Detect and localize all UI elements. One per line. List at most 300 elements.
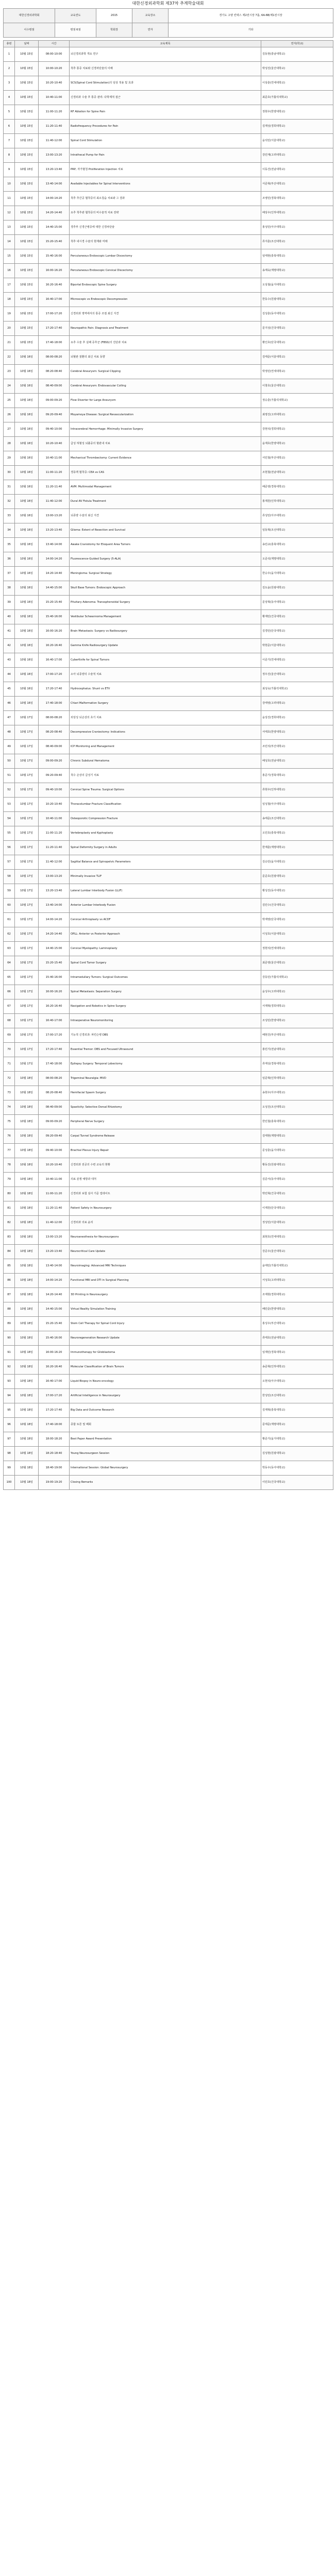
cell-title: Lateral Lumbar Interbody Fusion (LLIF) bbox=[70, 884, 261, 898]
cell-time: 16:20-16:40 bbox=[39, 278, 70, 292]
cell-title: International Session: Global Neurosurgery bbox=[70, 1461, 261, 1475]
column-header-number: 총번 bbox=[4, 41, 15, 47]
cell-speaker: 정현우(한양대학교) bbox=[261, 105, 333, 119]
cell-date: 10월 18일 bbox=[15, 1403, 39, 1417]
cell-date: 10월 16일 bbox=[15, 436, 39, 451]
cell-number: 79 bbox=[4, 1172, 15, 1187]
cell-title: Pituitary Adenoma: Transsphenoidal Surgery bbox=[70, 595, 261, 609]
cell-time: 09:20-09:40 bbox=[39, 1129, 70, 1143]
cell-date: 10월 16일 bbox=[15, 566, 39, 581]
cell-date: 10월 18일 bbox=[15, 1446, 39, 1461]
cell-title: Spasticity: Selective Dorsal Rhizotomy bbox=[70, 1100, 261, 1114]
cell-time: 14:40-15:00 bbox=[39, 1302, 70, 1316]
cell-title: Anterior Lumbar Interbody Fusion bbox=[70, 898, 261, 912]
cell-time: 16:40-17:00 bbox=[39, 292, 70, 307]
cell-speaker: 임동혁(조선대학교) bbox=[261, 523, 333, 537]
cell-number: 14 bbox=[4, 234, 15, 249]
table-row bbox=[4, 884, 333, 898]
cell-time: 13:00-13:20 bbox=[39, 509, 70, 523]
cell-date: 10월 16일 bbox=[15, 667, 39, 682]
cell-time: 17:20-17:40 bbox=[39, 321, 70, 335]
cell-time: 17:40-18:00 bbox=[39, 1417, 70, 1432]
cell-title: Minimally Invasive TLIF bbox=[70, 869, 261, 884]
cell-date: 10월 16일 bbox=[15, 696, 39, 710]
cell-time: 19:00-19:20 bbox=[39, 1475, 70, 1489]
table-row bbox=[4, 480, 333, 494]
table-row bbox=[4, 985, 333, 999]
cell-title: Cervical Myelopathy: Laminoplasty bbox=[70, 941, 261, 956]
cell-time: 17:20-17:40 bbox=[39, 682, 70, 696]
cell-number: 95 bbox=[4, 1403, 15, 1417]
cell-title: Brachial Plexus Injury Repair bbox=[70, 1143, 261, 1158]
table-row bbox=[4, 999, 333, 1013]
cell-speaker: 임재민(경북대학교) bbox=[261, 1345, 333, 1360]
cell-number: 68 bbox=[4, 1013, 15, 1028]
cell-speaker: 강현석(경희대학교) bbox=[261, 422, 333, 436]
cell-title: Thoracolumbar Fracture Classification bbox=[70, 797, 261, 811]
table-row bbox=[4, 1403, 333, 1417]
cell-number: 85 bbox=[4, 1259, 15, 1273]
table-row bbox=[4, 826, 333, 840]
cell-number: 70 bbox=[4, 1042, 15, 1057]
cell-title: Epilepsy Surgery: Temporal Lobectomy bbox=[70, 1057, 261, 1071]
cell-date: 10월 15일 bbox=[15, 220, 39, 234]
cell-title: Neuroimaging: Advanced MRI Techniques bbox=[70, 1259, 261, 1273]
cell-date: 10월 16일 bbox=[15, 422, 39, 436]
cell-date: 10월 18일 bbox=[15, 1345, 39, 1360]
cell-number: 48 bbox=[4, 725, 15, 739]
cell-date: 10월 18일 bbox=[15, 1259, 39, 1273]
cell-speaker: 정승훈(가톨릭대학교) bbox=[261, 393, 333, 408]
cell-title: 신경외과 전공의 수련 교육의 현황 bbox=[70, 1158, 261, 1172]
cell-speaker: 황재민(건국대학교) bbox=[261, 609, 333, 624]
cell-title: 급성 허혈성 뇌졸중의 혈관내 치료 bbox=[70, 436, 261, 451]
cell-time: 14:20-14:40 bbox=[39, 566, 70, 581]
column-header-title: 교육제목 bbox=[70, 41, 261, 47]
cell-time: 09:00-09:20 bbox=[39, 393, 70, 408]
table-row bbox=[4, 364, 333, 379]
cell-time: 16:00-16:20 bbox=[39, 1345, 70, 1360]
cell-time: 11:20-11:40 bbox=[39, 840, 70, 855]
cell-time: 15:20-15:40 bbox=[39, 595, 70, 609]
cell-speaker: 송재욱(계명대학교) bbox=[261, 263, 333, 278]
table-row bbox=[4, 105, 333, 119]
cell-date: 10월 18일 bbox=[15, 1201, 39, 1215]
cell-number: 88 bbox=[4, 1302, 15, 1316]
cell-time: 15:20-15:40 bbox=[39, 234, 70, 249]
info-value: 2015 bbox=[96, 9, 132, 23]
cell-date: 10월 16일 bbox=[15, 509, 39, 523]
cell-number: 45 bbox=[4, 682, 15, 696]
cell-time: 18:40-19:00 bbox=[39, 1461, 70, 1475]
cell-speaker: 박현준(서울대학교) bbox=[261, 638, 333, 653]
cell-number: 75 bbox=[4, 1114, 15, 1129]
table-row bbox=[4, 725, 333, 739]
cell-date: 10월 18일 bbox=[15, 1360, 39, 1374]
cell-speaker: 김승민(을지대학교) bbox=[261, 855, 333, 869]
cell-time: 11:40-12:00 bbox=[39, 1215, 70, 1230]
cell-speaker: 강준우(울산대학교) bbox=[261, 1244, 333, 1259]
table-row bbox=[4, 1432, 333, 1446]
cell-date: 10월 18일 bbox=[15, 1158, 39, 1172]
cell-number: 32 bbox=[4, 494, 15, 509]
table-row bbox=[4, 162, 333, 177]
table-row bbox=[4, 783, 333, 797]
cell-speaker: 윤석민(서울대학교) bbox=[261, 133, 333, 148]
cell-title: Cerebral Aneurysm: Surgical Clipping bbox=[70, 364, 261, 379]
cell-date: 10월 15일 bbox=[15, 162, 39, 177]
cell-title: PRP, 자가혈청 Proliferation Injection 치료 bbox=[70, 162, 261, 177]
table-row bbox=[4, 61, 333, 76]
cell-number: 30 bbox=[4, 465, 15, 480]
cell-speaker: 이창호(울산대학교) bbox=[261, 379, 333, 393]
cell-time: 11:40-12:00 bbox=[39, 494, 70, 509]
cell-title: Moyamoya Disease: Surgical Revascularization bbox=[70, 408, 261, 422]
table-row bbox=[4, 869, 333, 884]
cell-date: 10월 16일 bbox=[15, 379, 39, 393]
cell-time: 09:00-09:20 bbox=[39, 754, 70, 768]
cell-speaker: 조현철(전남대학교) bbox=[261, 465, 333, 480]
cell-time: 15:40-16:00 bbox=[39, 970, 70, 985]
cell-speaker: 문지성(건국대학교) bbox=[261, 321, 333, 335]
table-row bbox=[4, 682, 333, 696]
cell-number: 56 bbox=[4, 840, 15, 855]
cell-speaker: 이재원(단국대학교) bbox=[261, 1201, 333, 1215]
cell-date: 10월 17일 bbox=[15, 1028, 39, 1042]
cell-speaker: 배현진(부산대학교) bbox=[261, 1028, 333, 1042]
cell-date: 10월 18일 bbox=[15, 1114, 39, 1129]
cell-number: 34 bbox=[4, 523, 15, 537]
cell-speaker: 류현우(인하대학교) bbox=[261, 783, 333, 797]
cell-time: 15:20-15:40 bbox=[39, 956, 70, 970]
cell-title: 종합 토론 및 폐회 bbox=[70, 1417, 261, 1432]
cell-time: 08:00-08:20 bbox=[39, 350, 70, 364]
cell-time: 10:20-10:40 bbox=[39, 797, 70, 811]
cell-number: 26 bbox=[4, 408, 15, 422]
table-row bbox=[4, 177, 333, 191]
table-row bbox=[4, 335, 333, 350]
table-row bbox=[4, 1013, 333, 1028]
cell-speaker: 류재성(경북대학교) bbox=[261, 1057, 333, 1071]
cell-number: 22 bbox=[4, 350, 15, 364]
cell-time: 17:20-17:40 bbox=[39, 1403, 70, 1417]
cell-speaker: 이동건(전남대학교) bbox=[261, 162, 333, 177]
cell-number: 62 bbox=[4, 927, 15, 941]
cell-speaker: 문성훈(을지대학교) bbox=[261, 1143, 333, 1158]
cell-number: 83 bbox=[4, 1230, 15, 1244]
cell-time: 13:20-13:40 bbox=[39, 523, 70, 537]
cell-date: 10월 18일 bbox=[15, 1287, 39, 1302]
cell-time: 09:20-09:40 bbox=[39, 408, 70, 422]
cell-time: 14:40-15:00 bbox=[39, 941, 70, 956]
table-row bbox=[4, 1446, 333, 1461]
table-row bbox=[4, 927, 333, 941]
table-row bbox=[4, 206, 333, 220]
info-row bbox=[4, 9, 333, 23]
cell-title: 척추 내시경 수술의 현재와 미래 bbox=[70, 234, 261, 249]
table-row bbox=[4, 1388, 333, 1403]
cell-time: 11:20-11:40 bbox=[39, 1201, 70, 1215]
cell-number: 100 bbox=[4, 1475, 15, 1489]
cell-date: 10월 15일 bbox=[15, 278, 39, 292]
cell-time: 15:40-16:00 bbox=[39, 249, 70, 263]
cell-date: 10월 16일 bbox=[15, 465, 39, 480]
cell-date: 10월 16일 bbox=[15, 682, 39, 696]
cell-date: 10월 15일 bbox=[15, 206, 39, 220]
cell-title: Best Paper Award Presentation bbox=[70, 1432, 261, 1446]
cell-date: 10월 18일 bbox=[15, 1071, 39, 1086]
cell-speaker: 서민철(부산대학교) bbox=[261, 451, 333, 465]
cell-speaker: 윤재호(한양대학교) bbox=[261, 436, 333, 451]
cell-number: 19 bbox=[4, 307, 15, 321]
table-row bbox=[4, 451, 333, 465]
cell-title: Microscopic vs Endoscopic Decompression bbox=[70, 292, 261, 307]
cell-title: Chronic Subdural Hematoma bbox=[70, 754, 261, 768]
cell-title: Intramedullary Tumors: Surgical Outcomes bbox=[70, 970, 261, 985]
cell-speaker: 오준석(계명대학교) bbox=[261, 552, 333, 566]
cell-speaker: 오상철(을지대학교) bbox=[261, 278, 333, 292]
cell-speaker: 한승우(을지대학교) bbox=[261, 566, 333, 581]
cell-time: 13:20-13:40 bbox=[39, 1244, 70, 1259]
cell-number: 93 bbox=[4, 1374, 15, 1388]
cell-time: 11:00-11:20 bbox=[39, 465, 70, 480]
info-value: 기타 bbox=[169, 23, 333, 38]
cell-title: Spinal Cord Tumor Surgery bbox=[70, 956, 261, 970]
cell-speaker: 류성민(아주대학교) bbox=[261, 509, 333, 523]
cell-number: 36 bbox=[4, 552, 15, 566]
cell-date: 10월 15일 bbox=[15, 321, 39, 335]
cell-date: 10월 16일 bbox=[15, 523, 39, 537]
cell-title: SCS(Spinal Cord Stimulation)의 임상 적용 및 효과 bbox=[70, 76, 261, 90]
cell-speaker: 조재현(경희대학교) bbox=[261, 1287, 333, 1302]
cell-number: 25 bbox=[4, 393, 15, 408]
cell-number: 89 bbox=[4, 1316, 15, 1331]
cell-date: 10월 15일 bbox=[15, 133, 39, 148]
cell-title: Neuroanesthesia for Neurosurgeons bbox=[70, 1230, 261, 1244]
document-page bbox=[0, 1, 336, 1490]
cell-number: 11 bbox=[4, 191, 15, 206]
table-row bbox=[4, 1374, 333, 1388]
cell-speaker: 배성호(전남대학교) bbox=[261, 754, 333, 768]
cell-number: 71 bbox=[4, 1057, 15, 1071]
table-row bbox=[4, 898, 333, 912]
cell-number: 44 bbox=[4, 667, 15, 682]
cell-number: 82 bbox=[4, 1215, 15, 1230]
cell-speaker: 이민호(건국대학교) bbox=[261, 1475, 333, 1489]
table-row bbox=[4, 119, 333, 133]
cell-time: 16:40-17:00 bbox=[39, 1013, 70, 1028]
cell-title: Spinal Metastasis: Separation Surgery bbox=[70, 985, 261, 999]
cell-time: 08:40-09:00 bbox=[39, 1100, 70, 1114]
cell-time: 14:20-14:40 bbox=[39, 206, 70, 220]
table-row bbox=[4, 1028, 333, 1042]
cell-speaker: 오민호(충북대학교) bbox=[261, 826, 333, 840]
cell-date: 10월 16일 bbox=[15, 552, 39, 566]
cell-speaker: 임준혁(인하대학교) bbox=[261, 1071, 333, 1086]
cell-number: 39 bbox=[4, 595, 15, 609]
cell-date: 10월 16일 bbox=[15, 609, 39, 624]
cell-time: 17:00-17:20 bbox=[39, 1388, 70, 1403]
cell-date: 10월 17일 bbox=[15, 985, 39, 999]
cell-time: 13:40-14:00 bbox=[39, 1259, 70, 1273]
cell-speaker: 황동진(원광대학교) bbox=[261, 1158, 333, 1172]
cell-number: 15 bbox=[4, 249, 15, 263]
cell-number: 77 bbox=[4, 1143, 15, 1158]
cell-number: 9 bbox=[4, 162, 15, 177]
table-row bbox=[4, 537, 333, 552]
cell-date: 10월 15일 bbox=[15, 148, 39, 162]
cell-time: 11:00-11:20 bbox=[39, 105, 70, 119]
table-row bbox=[4, 76, 333, 90]
cell-time: 17:40-18:00 bbox=[39, 696, 70, 710]
cell-number: 69 bbox=[4, 1028, 15, 1042]
cell-number: 57 bbox=[4, 855, 15, 869]
cell-number: 24 bbox=[4, 379, 15, 393]
cell-title: Neurocritical Care Update bbox=[70, 1244, 261, 1259]
cell-number: 37 bbox=[4, 566, 15, 581]
cell-speaker: 황성진(동아대학교) bbox=[261, 884, 333, 898]
table-row bbox=[4, 263, 333, 278]
cell-time: 17:40-18:00 bbox=[39, 335, 70, 350]
cell-date: 10월 15일 bbox=[15, 263, 39, 278]
cell-number: 55 bbox=[4, 826, 15, 840]
cell-date: 10월 15일 bbox=[15, 191, 39, 206]
cell-time: 13:00-13:20 bbox=[39, 869, 70, 884]
cell-date: 10월 18일 bbox=[15, 1100, 39, 1114]
cell-date: 10월 15일 bbox=[15, 234, 39, 249]
cell-number: 54 bbox=[4, 811, 15, 826]
table-row bbox=[4, 1259, 333, 1273]
cell-speaker: 박재영(단국대학교) bbox=[261, 912, 333, 927]
cell-time: 13:00-13:20 bbox=[39, 148, 70, 162]
cell-date: 10월 17일 bbox=[15, 840, 39, 855]
table-row bbox=[4, 393, 333, 408]
cell-title: Cervical Spine Trauma: Surgical Options bbox=[70, 783, 261, 797]
cell-speaker: 황준기(을지대학교) bbox=[261, 1432, 333, 1446]
cell-date: 10월 18일 bbox=[15, 1432, 39, 1446]
cell-date: 10월 18일 bbox=[15, 1331, 39, 1345]
table-row bbox=[4, 1086, 333, 1100]
cell-time: 09:40-10:00 bbox=[39, 1143, 70, 1158]
cell-speaker: 김준서(동아대학교) bbox=[261, 1172, 333, 1187]
info-label: 이수평점 bbox=[4, 23, 55, 38]
cell-time: 14:20-14:40 bbox=[39, 927, 70, 941]
cell-number: 96 bbox=[4, 1417, 15, 1432]
cell-title: Awake Craniotomy for Eloquent Area Tumors bbox=[70, 537, 261, 552]
table-row bbox=[4, 1071, 333, 1086]
cell-time: 13:20-13:40 bbox=[39, 162, 70, 177]
cell-title: Carpal Tunnel Syndrome Release bbox=[70, 1129, 261, 1143]
cell-number: 91 bbox=[4, 1345, 15, 1360]
cell-time: 14:40-15:00 bbox=[39, 581, 70, 595]
table-row bbox=[4, 1273, 333, 1287]
cell-time: 10:20-10:40 bbox=[39, 436, 70, 451]
cell-title: Decompressive Craniectomy: Indications bbox=[70, 725, 261, 739]
table-row bbox=[4, 90, 333, 105]
cell-time: 11:40-12:00 bbox=[39, 855, 70, 869]
cell-date: 10월 16일 bbox=[15, 393, 39, 408]
table-row bbox=[4, 47, 333, 61]
cell-title: Spinal Cord Stimulation bbox=[70, 133, 261, 148]
cell-date: 10월 17일 bbox=[15, 811, 39, 826]
table-row bbox=[4, 609, 333, 624]
cell-title: 뇌혈관 질환의 최신 치료 동향 bbox=[70, 350, 261, 364]
cell-speaker: 김태현(계명대학교) bbox=[261, 1129, 333, 1143]
cell-date: 10월 18일 bbox=[15, 1172, 39, 1187]
cell-speaker: 서준혁(부산대학교) bbox=[261, 177, 333, 191]
cell-speaker: 이준기(연세대학교) bbox=[261, 653, 333, 667]
cell-time: 16:40-17:00 bbox=[39, 1374, 70, 1388]
cell-speaker: 서성호(고려대학교) bbox=[261, 1273, 333, 1287]
cell-time: 08:40-09:00 bbox=[39, 379, 70, 393]
cell-time: 13:40-14:00 bbox=[39, 898, 70, 912]
cell-date: 10월 15일 bbox=[15, 90, 39, 105]
table-row bbox=[4, 191, 333, 206]
cell-title: Intraoperative Neuromonitoring bbox=[70, 1013, 261, 1028]
cell-title: Essential Tremor: DBS and Focused Ultrasound bbox=[70, 1042, 261, 1057]
cell-number: 97 bbox=[4, 1432, 15, 1446]
cell-speaker: 홍재원(인하대학교) bbox=[261, 494, 333, 509]
info-label: 학회장 bbox=[96, 23, 132, 38]
cell-speaker: 서태호(한양대학교) bbox=[261, 725, 333, 739]
cell-date: 10월 18일 bbox=[15, 1374, 39, 1388]
cell-title: ICP Monitoring and Management bbox=[70, 739, 261, 754]
cell-date: 10월 16일 bbox=[15, 581, 39, 595]
cell-number: 80 bbox=[4, 1187, 15, 1201]
cell-time: 09:00-09:20 bbox=[39, 1114, 70, 1129]
cell-title: CyberKnife for Spinal Tumors bbox=[70, 653, 261, 667]
cell-title: 신경외과 영역에서의 통증 조절 최신 지견 bbox=[70, 307, 261, 321]
cell-date: 10월 15일 bbox=[15, 307, 39, 321]
cell-date: 10월 17일 bbox=[15, 826, 39, 840]
cell-speaker: 김재혁(충북대학교) bbox=[261, 1403, 333, 1417]
cell-title: Closing Remarks bbox=[70, 1475, 261, 1489]
info-label: 교육장소 bbox=[132, 9, 169, 23]
cell-time: 18:20-18:40 bbox=[39, 1446, 70, 1461]
cell-time: 16:00-16:20 bbox=[39, 985, 70, 999]
cell-date: 10월 18일 bbox=[15, 1388, 39, 1403]
info-value: 경기도 고양 킨텍스 제2전시장 7홀, 6A-6B/제1전시장 bbox=[169, 9, 333, 23]
cell-title: 요추 수술 후 실패 증후군 (FBSS)의 진단과 치료 bbox=[70, 335, 261, 350]
cell-number: 38 bbox=[4, 581, 15, 595]
cell-time: 08:00-10:00 bbox=[39, 47, 70, 61]
cell-title: Biportal Endoscopic Spine Surgery bbox=[70, 278, 261, 292]
cell-speaker: 배준영(경북대학교) bbox=[261, 480, 333, 494]
cell-number: 78 bbox=[4, 1158, 15, 1172]
cell-time: 11:20-11:40 bbox=[39, 119, 70, 133]
cell-time: 09:40-10:00 bbox=[39, 783, 70, 797]
cell-time: 14:00-14:20 bbox=[39, 1273, 70, 1287]
cell-date: 10월 17일 bbox=[15, 710, 39, 725]
cell-date: 10월 16일 bbox=[15, 653, 39, 667]
cell-date: 10월 17일 bbox=[15, 970, 39, 985]
cell-number: 49 bbox=[4, 739, 15, 754]
table-row bbox=[4, 494, 333, 509]
cell-number: 13 bbox=[4, 220, 15, 234]
cell-number: 28 bbox=[4, 436, 15, 451]
cell-number: 7 bbox=[4, 133, 15, 148]
cell-number: 81 bbox=[4, 1201, 15, 1215]
table-row bbox=[4, 133, 333, 148]
cell-title: Artificial Intelligence in Neurosurgery bbox=[70, 1388, 261, 1403]
cell-speaker: 최영진(고려대학교) bbox=[261, 408, 333, 422]
cell-number: 52 bbox=[4, 783, 15, 797]
cell-title: Navigation and Robotics in Spine Surgery bbox=[70, 999, 261, 1013]
cell-title: 의료 분쟁 예방과 대처 bbox=[70, 1172, 261, 1187]
cell-speaker: 김태준(서울대학교) bbox=[261, 350, 333, 364]
cell-date: 10월 17일 bbox=[15, 768, 39, 783]
cell-title: Skull Base Tumors: Endoscopic Approach bbox=[70, 581, 261, 595]
